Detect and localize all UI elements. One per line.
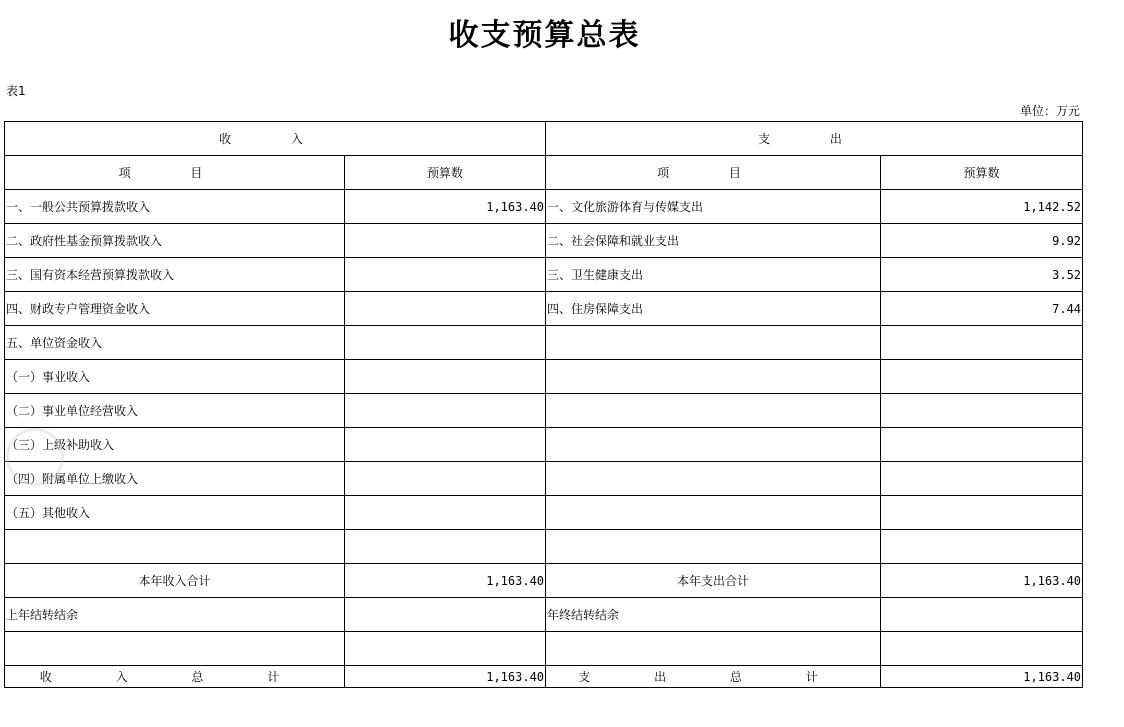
expense-item: 一、文化旅游体育与传媒支出 <box>546 190 881 224</box>
income-amount <box>345 292 546 326</box>
income-amount <box>345 394 546 428</box>
table-row <box>5 326 1083 360</box>
blank-cell <box>881 632 1083 666</box>
unit-label: 单位：万元 <box>1019 104 1080 118</box>
expense-amount <box>881 428 1083 462</box>
blank-cell <box>546 632 881 666</box>
prev-balance <box>345 598 546 632</box>
table-row <box>5 190 1083 224</box>
income-amount: 1,163.40 <box>345 190 546 224</box>
expense-section-header: 支 出 <box>546 122 1083 156</box>
income-item <box>5 530 345 564</box>
income-item: （二）事业单位经营收入 <box>5 394 345 428</box>
table-row <box>5 394 1083 428</box>
expense-amount <box>881 394 1083 428</box>
table-row <box>5 462 1083 496</box>
income-amount <box>345 530 546 564</box>
expense-item: 二、社会保障和就业支出 <box>546 224 881 258</box>
income-amount <box>345 496 546 530</box>
table-row <box>5 496 1083 530</box>
end-balance-label: 年终结转结余 <box>546 598 881 632</box>
expense-amount: 7.44 <box>881 292 1083 326</box>
blank-row <box>5 632 1083 666</box>
expense-grand-total-label: 支 出 总 计 <box>546 666 881 688</box>
blank-cell <box>5 632 345 666</box>
income-item: 二、政府性基金预算拨款收入 <box>5 224 345 258</box>
expense-item <box>546 530 881 564</box>
table-row <box>5 292 1083 326</box>
income-item: 四、财政专户管理资金收入 <box>5 292 345 326</box>
expense-item: 四、住房保障支出 <box>546 292 881 326</box>
year-total-row <box>5 564 1083 598</box>
grand-total-row <box>5 666 1083 688</box>
column-header-row <box>5 156 1083 190</box>
table-row <box>5 360 1083 394</box>
income-item-column-header: 项 目 <box>5 156 345 190</box>
expense-amount: 1,142.52 <box>881 190 1083 224</box>
balance-row <box>5 598 1083 632</box>
prev-balance-label: 上年结转结余 <box>5 598 345 632</box>
expense-item <box>546 360 881 394</box>
income-amount <box>345 360 546 394</box>
expense-amount <box>881 530 1083 564</box>
year-income-total: 1,163.40 <box>345 564 546 598</box>
expense-grand-total: 1,163.40 <box>881 666 1083 688</box>
expense-amount <box>881 326 1083 360</box>
expense-item <box>546 326 881 360</box>
income-grand-total-label: 收 入 总 计 <box>5 666 345 688</box>
table-row <box>5 530 1083 564</box>
income-amount <box>345 326 546 360</box>
income-item: 一、一般公共预算拨款收入 <box>5 190 345 224</box>
table-number: 表1 <box>6 84 26 98</box>
income-item: （四）附属单位上缴收入 <box>5 462 345 496</box>
income-item: （一）事业收入 <box>5 360 345 394</box>
table-row <box>5 428 1083 462</box>
expense-item <box>546 394 881 428</box>
expense-item: 三、卫生健康支出 <box>546 258 881 292</box>
expense-amount-column-header: 预算数 <box>881 156 1083 190</box>
table-row <box>5 224 1083 258</box>
year-expense-total-label: 本年支出合计 <box>546 564 881 598</box>
end-balance <box>881 598 1083 632</box>
expense-amount <box>881 360 1083 394</box>
expense-amount <box>881 462 1083 496</box>
year-expense-total: 1,163.40 <box>881 564 1083 598</box>
expense-item <box>546 428 881 462</box>
income-amount-column-header: 预算数 <box>345 156 546 190</box>
income-item: 五、单位资金收入 <box>5 326 345 360</box>
blank-cell <box>345 632 546 666</box>
expense-amount: 9.92 <box>881 224 1083 258</box>
section-header-row <box>5 122 1083 156</box>
year-income-total-label: 本年收入合计 <box>5 564 345 598</box>
expense-amount: 3.52 <box>881 258 1083 292</box>
budget-summary-table <box>4 121 1083 688</box>
income-grand-total: 1,163.40 <box>345 666 546 688</box>
income-section-header: 收 入 <box>5 122 546 156</box>
page-title: 收支预算总表 <box>448 18 641 53</box>
income-amount <box>345 224 546 258</box>
income-amount <box>345 258 546 292</box>
income-item: 三、国有资本经营预算拨款收入 <box>5 258 345 292</box>
income-amount <box>345 462 546 496</box>
table-row <box>5 258 1083 292</box>
expense-item <box>546 462 881 496</box>
income-item: （五）其他收入 <box>5 496 345 530</box>
income-item: （三）上级补助收入 <box>5 428 345 462</box>
expense-item <box>546 496 881 530</box>
income-amount <box>345 428 546 462</box>
expense-amount <box>881 496 1083 530</box>
expense-item-column-header: 项 目 <box>546 156 881 190</box>
